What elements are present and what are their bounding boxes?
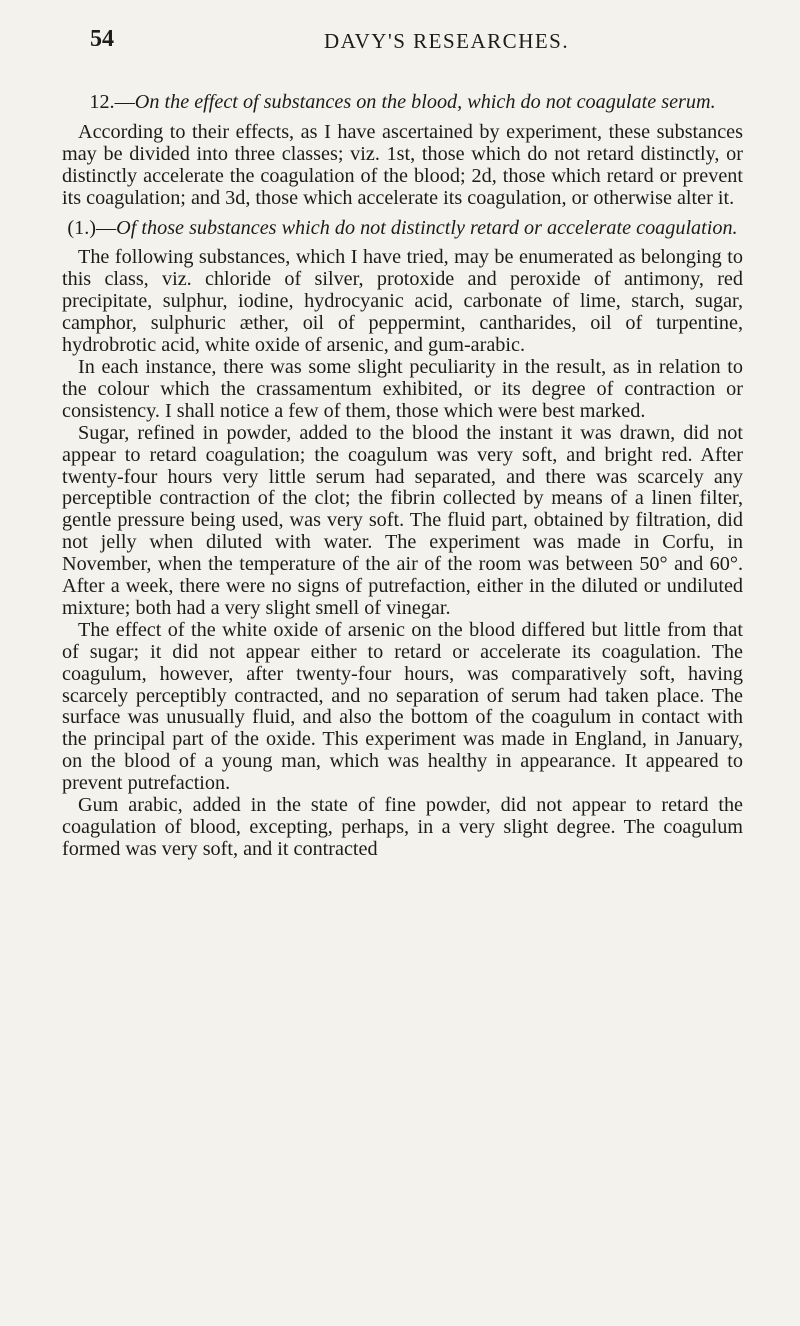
- section-title: On the effect of substances on the blood, which do not coagulate serum.: [134, 91, 716, 113]
- section-number: 12.—: [89, 91, 135, 113]
- subsection-number: (1.)—: [67, 216, 117, 239]
- page-header: [90, 26, 730, 56]
- paragraph-sugar: Sugar, refined in powder, added to the blood the instant it was drawn, did not appear to retard coagulation; the coagulum was very soft, and bright red. After twenty-four hours very little serum had separated, and there was scarcely any perceptible contraction of the clot; the fibrin collected by means of a linen filter, gentle pressure being used, was very soft. The fluid part, obtained by filtration, did not jelly when diluted with water. The experiment was made in Corfu, in November, when the temperature of the air of the room was between 50° and 60°. After a week, there were no signs of putrefaction, either in the diluted or undiluted mixture; both had a very slight smell of vinegar.: [62, 421, 743, 619]
- paragraph-peculiarity: In each instance, there was some slight peculiarity in the result, as in relation to the colour which the crassamentum exhibited, or its degree of contraction or consistency. I shall notice a few of them, those which were best marked.: [62, 355, 743, 422]
- page-body: [62, 92, 743, 861]
- section-heading: [62, 92, 743, 114]
- paragraph-substances-list: The following substances, which I have tried, may be enumerated as belonging to this class, viz. chloride of silver, protoxide and peroxide of antimony, red precipitate, sulphur, iodine, hydrocyanic acid, carbonate of lime, starch, sugar, camphor, sulphuric æther, oil of peppermint, cantharides, oil of turpentine, hydrobrotic acid, white oxide of arsenic, and gum-arabic.: [62, 246, 743, 357]
- subsection-heading: [62, 218, 743, 240]
- paragraph-arsenic: The effect of the white oxide of arsenic on the blood differed but little from that of sugar; it did not appear either to retard or accelerate its coagulation. The coagulum, however, after twenty-four hours, was comparatively soft, having scarcely perceptibly contracted, and no separation of serum had taken place. The surface was unusually fluid, and also the bottom of the coagulum in contact with the principal part of the oxide. This experiment was made in England, in January, on the blood of a young man, which was healthy in appearance. It appeared to prevent putrefaction.: [62, 618, 743, 795]
- page-number: 54: [90, 26, 114, 52]
- intro-paragraph: According to their effects, as I have ascertained by experiment, these substances may be divided into three classes; viz. 1st, those which do not retard distinctly, or distinctly accelerate the coagulation of the blood; 2d, those which retard or prevent its coagulation; and 3d, those which accelerate its coagulation, or otherwise alter it.: [62, 120, 743, 209]
- subsection-title: Of those substances which do not distinctly retard or accelerate coagulation.: [116, 216, 738, 239]
- paragraph-gum-arabic: Gum arabic, added in the state of fine powder, did not appear to retard the coagulation of blood, excepting, perhaps, in a very slight degree. The coagulum formed was very soft, and it contracted: [62, 794, 743, 860]
- running-head: DAVY'S RESEARCHES.: [324, 29, 570, 53]
